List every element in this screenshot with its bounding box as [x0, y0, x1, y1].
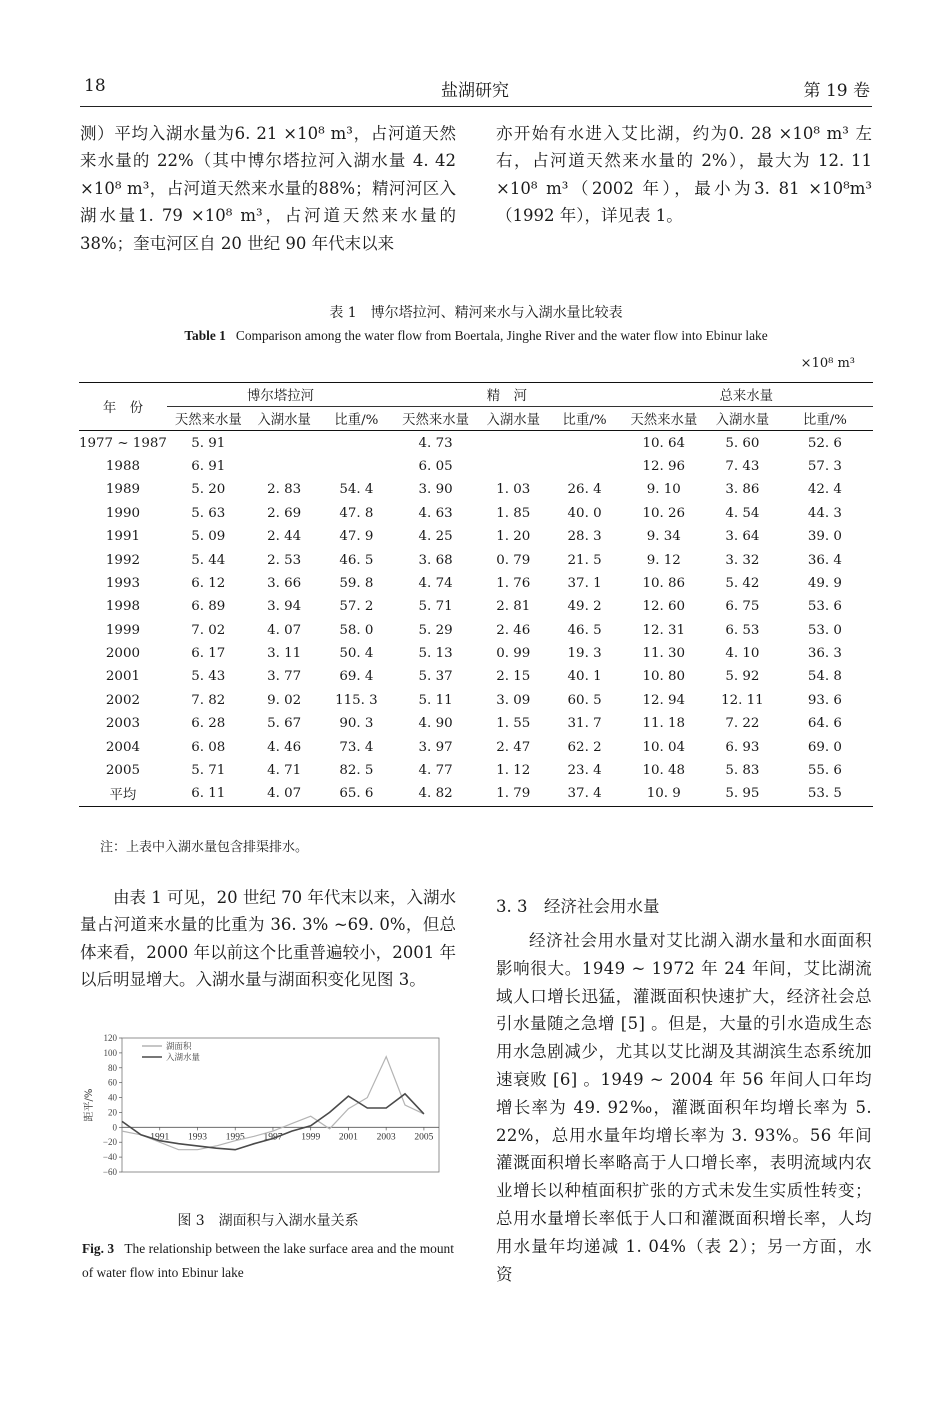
value-cell: 10. 9 [620, 782, 708, 806]
y-tick-label: 80 [108, 1062, 117, 1073]
value-cell [477, 455, 550, 478]
x-tick-label: 1999 [301, 1132, 321, 1143]
subheader-cell: 天然来水量 [167, 407, 250, 431]
value-cell: 6. 91 [191, 458, 226, 474]
value-cell: 52. 6 [807, 435, 842, 451]
value-cell: 82. 5 [339, 763, 374, 779]
figure-caption-cn: 图 3 湖面积与入湖水量关系 [177, 1213, 359, 1229]
value-cell: 1. 76 [496, 575, 531, 591]
value-cell: 46. 5 [567, 622, 602, 638]
value-cell: 5. 20 [191, 482, 226, 498]
section-heading: 3. 3 经济社会用水量 [496, 897, 660, 916]
value-cell: 21. 5 [567, 552, 602, 568]
value-cell: 58. 0 [339, 622, 374, 638]
value-cell: 3. 66 [267, 575, 302, 591]
table-row [79, 782, 873, 806]
value-cell: 3. 32 [725, 552, 760, 568]
year-cell: 1999 [105, 622, 140, 638]
table-row [79, 595, 873, 618]
header-group-total: 总来水量 [620, 383, 873, 407]
year-cell: 2000 [105, 646, 140, 662]
value-cell: 6. 17 [191, 646, 226, 662]
value-cell: 12. 31 [642, 622, 686, 638]
value-cell: 5. 60 [725, 435, 760, 451]
value-cell: 64. 6 [807, 716, 842, 732]
value-cell: 10. 48 [642, 763, 686, 779]
value-cell: 5. 43 [191, 669, 226, 685]
value-cell: 49. 9 [807, 575, 842, 591]
table-row [79, 665, 873, 688]
value-cell: 55. 6 [807, 763, 842, 779]
value-cell: 3. 64 [725, 529, 760, 545]
y-tick-label: 120 [103, 1033, 117, 1043]
figure-caption-en [82, 1237, 454, 1285]
subheader-cell: 比重/% [319, 407, 395, 431]
intro-right-paragraph: 亦开始有水进入艾比湖，约为0. 28 ×10⁸ m³ 左右，占河道天然来水量的 2%），最大为 12. 11 ×10⁸ m³（2002 年），最小为3. 81 ×10⁸m³（1992 年），详见表 1。 [496, 124, 872, 226]
header-year: 年 份 [79, 383, 167, 431]
value-cell: 115. 3 [335, 692, 378, 708]
header-group-jinghe: 精 河 [394, 383, 619, 407]
table-row [79, 431, 873, 455]
value-cell: 40. 1 [567, 669, 602, 685]
value-cell: 4. 46 [267, 739, 302, 755]
value-cell: 6. 08 [191, 739, 226, 755]
table-row [79, 525, 873, 548]
value-cell: 57. 2 [339, 599, 374, 615]
value-cell: 5. 42 [725, 575, 760, 591]
value-cell: 44. 3 [807, 505, 842, 521]
value-cell: 47. 8 [339, 505, 374, 521]
value-cell: 7. 43 [725, 458, 760, 474]
value-cell: 26. 4 [567, 482, 602, 498]
value-cell: 9. 34 [646, 529, 681, 545]
table-label: Table 1 [184, 328, 226, 343]
value-cell: 2. 83 [267, 482, 302, 498]
table-note: 注：上表中入湖水量包含排渠排水。 [100, 840, 309, 855]
value-cell: 12. 60 [642, 599, 686, 615]
year-cell: 2003 [105, 716, 140, 732]
legend-label: 湖面积 [166, 1042, 192, 1052]
subheader-cell: 比重/% [777, 407, 873, 431]
subheader-cell: 入湖水量 [708, 407, 777, 431]
value-cell: 47. 9 [339, 529, 374, 545]
value-cell: 23. 4 [567, 763, 602, 779]
y-tick-label: −20 [102, 1137, 117, 1148]
value-cell: 10. 64 [642, 435, 686, 451]
figure-label: Fig. 3 [82, 1241, 115, 1256]
value-cell: 90. 3 [339, 716, 374, 732]
value-cell: 7. 02 [191, 622, 226, 638]
value-cell: 10. 86 [642, 575, 686, 591]
year-cell: 2002 [105, 692, 140, 708]
value-cell: 1. 85 [496, 505, 531, 521]
value-cell: 4. 25 [418, 529, 453, 545]
value-cell: 7. 82 [191, 692, 226, 708]
value-cell: 65. 6 [319, 782, 395, 806]
value-cell: 2. 69 [267, 505, 302, 521]
table-row [79, 642, 873, 665]
value-cell: 53. 6 [807, 599, 842, 615]
value-cell: 39. 0 [807, 529, 842, 545]
year-cell: 1991 [105, 529, 140, 545]
value-cell: 5. 91 [191, 435, 226, 451]
left-body-paragraph: 由表 1 可见，20 世纪 70 年代末以来，入湖水量占河道来水量的比重为 36. 3% ~69. 0%，但总体来看，2000 年以前这个比重普遍较小，2001 年以后明显增大。入湖水量与湖面积变化见图 3。 [80, 888, 456, 990]
value-cell: 42. 4 [807, 482, 842, 498]
value-cell: 59. 8 [339, 575, 374, 591]
value-cell: 10. 26 [642, 505, 686, 521]
value-cell: 9. 10 [646, 482, 681, 498]
value-cell: 6. 89 [191, 599, 226, 615]
year-cell: 1998 [105, 599, 140, 615]
value-cell: 5. 71 [418, 599, 453, 615]
value-cell: 5. 83 [725, 763, 760, 779]
year-cell: 2004 [105, 739, 140, 755]
x-tick-label: 1997 [263, 1132, 283, 1143]
table-row [79, 689, 873, 712]
value-cell: 50. 4 [339, 646, 374, 662]
subheader-cell: 入湖水量 [477, 407, 550, 431]
value-cell: 10. 04 [642, 739, 686, 755]
table-row [79, 455, 873, 478]
legend-label: 入湖水量 [166, 1053, 201, 1063]
year-cell: 1988 [105, 458, 140, 474]
value-cell: 53. 5 [777, 782, 873, 806]
value-cell: 4. 07 [250, 782, 319, 806]
value-cell: 1. 79 [477, 782, 550, 806]
value-cell: 69. 0 [807, 739, 842, 755]
value-cell [319, 431, 395, 455]
subheader-cell: 比重/% [550, 407, 620, 431]
y-tick-label: 100 [103, 1047, 117, 1058]
value-cell: 3. 90 [418, 482, 453, 498]
value-cell [477, 431, 550, 455]
table-row [79, 735, 873, 758]
value-cell: 3. 97 [418, 739, 453, 755]
value-cell: 0. 79 [496, 552, 531, 568]
header-group-boertala: 博尔塔拉河 [167, 383, 394, 407]
year-cell: 2001 [105, 669, 140, 685]
value-cell: 5. 29 [418, 622, 453, 638]
year-cell: 平均 [79, 782, 167, 806]
x-tick-label: 1993 [187, 1132, 207, 1143]
value-cell: 3. 86 [725, 482, 760, 498]
value-cell: 4. 90 [418, 716, 453, 732]
value-cell: 4. 74 [418, 575, 453, 591]
value-cell: 57. 3 [807, 458, 842, 474]
value-cell: 1. 20 [496, 529, 531, 545]
value-cell: 5. 92 [725, 669, 760, 685]
value-cell: 6. 12 [191, 575, 226, 591]
value-cell: 12. 94 [642, 692, 686, 708]
value-cell: 28. 3 [567, 529, 602, 545]
value-cell: 2. 44 [267, 529, 302, 545]
value-cell: 73. 4 [339, 739, 374, 755]
value-cell: 2. 15 [496, 669, 531, 685]
value-cell [319, 455, 395, 478]
value-cell: 4. 10 [725, 646, 760, 662]
value-cell: 54. 8 [807, 669, 842, 685]
value-cell: 6. 28 [191, 716, 226, 732]
value-cell [250, 431, 319, 455]
value-cell: 4. 07 [267, 622, 302, 638]
value-cell: 1. 12 [496, 763, 531, 779]
value-cell: 6. 75 [725, 599, 760, 615]
x-tick-label: 2005 [414, 1132, 434, 1143]
value-cell: 9. 02 [267, 692, 302, 708]
year-cell: 1989 [105, 482, 140, 498]
value-cell: 31. 7 [567, 716, 602, 732]
water-flow-table [79, 382, 873, 807]
value-cell: 11. 30 [642, 646, 686, 662]
table-row [79, 572, 873, 595]
header-rule [80, 106, 872, 107]
value-cell: 19. 3 [567, 646, 602, 662]
y-tick-label: 20 [108, 1107, 117, 1118]
value-cell: 5. 71 [191, 763, 226, 779]
table-row [79, 478, 873, 501]
value-cell: 4. 54 [725, 505, 760, 521]
value-cell: 2. 47 [496, 739, 531, 755]
year-cell: 1993 [105, 575, 140, 591]
value-cell: 53. 0 [807, 622, 842, 638]
value-cell: 0. 99 [496, 646, 531, 662]
volume-label: 第 19 卷 [803, 81, 870, 101]
table-row [79, 712, 873, 735]
subheader-cell: 天然来水量 [394, 407, 477, 431]
journal-title: 盐湖研究 [441, 81, 509, 101]
value-cell: 46. 5 [339, 552, 374, 568]
table-caption-en [80, 328, 872, 344]
value-cell: 62. 2 [567, 739, 602, 755]
y-tick-label: −60 [102, 1167, 117, 1177]
x-tick-label: 2003 [376, 1132, 396, 1143]
table-caption-en-text: Comparison among the water flow from Boertala, Jinghe River and the water flow into Ebinur lake [235, 328, 768, 343]
value-cell: 4. 71 [267, 763, 302, 779]
value-cell: 12. 96 [642, 458, 686, 474]
table-unit: ×10⁸ m³ [800, 356, 855, 371]
value-cell: 5. 63 [191, 505, 226, 521]
subheader-cell: 入湖水量 [250, 407, 319, 431]
value-cell: 5. 37 [418, 669, 453, 685]
value-cell: 5. 67 [267, 716, 302, 732]
value-cell: 4. 82 [394, 782, 477, 806]
table-row [79, 502, 873, 525]
value-cell: 5. 11 [418, 692, 453, 708]
value-cell: 7. 22 [725, 716, 760, 732]
value-cell: 5. 95 [708, 782, 777, 806]
value-cell: 5. 44 [191, 552, 226, 568]
year-cell: 2005 [105, 763, 140, 779]
value-cell: 37. 4 [550, 782, 620, 806]
subheader-cell: 天然来水量 [620, 407, 708, 431]
value-cell: 10. 80 [642, 669, 686, 685]
year-cell: 1990 [105, 505, 140, 521]
y-tick-label: 40 [108, 1092, 117, 1103]
table-row [79, 619, 873, 642]
value-cell: 3. 94 [267, 599, 302, 615]
value-cell: 6. 05 [418, 458, 453, 474]
figure-3-chart [82, 1030, 452, 1215]
value-cell: 36. 4 [807, 552, 842, 568]
y-tick-label: −40 [102, 1152, 117, 1163]
value-cell: 36. 3 [807, 646, 842, 662]
value-cell: 6. 11 [167, 782, 250, 806]
y-tick-label: 0 [112, 1122, 117, 1133]
value-cell: 3. 68 [418, 552, 453, 568]
intro-left-paragraph: 测）平均入湖水量为6. 21 ×10⁸ m³，占河道天然来水量的 22%（其中博尔塔拉河入湖水量 4. 42 ×10⁸ m³，占河道天然来水量的88%；精河河区入湖水量1. 79 ×10⁸ m³，占河道天然来水量的 38%；奎屯河区自 20 世纪 90 年代末以来 [80, 124, 456, 253]
value-cell: 93. 6 [807, 692, 842, 708]
value-cell: 2. 81 [496, 599, 531, 615]
value-cell: 40. 0 [567, 505, 602, 521]
table-row [79, 759, 873, 782]
value-cell: 60. 5 [567, 692, 602, 708]
value-cell [550, 455, 620, 478]
value-cell: 2. 46 [496, 622, 531, 638]
value-cell: 1. 55 [496, 716, 531, 732]
year-cell: 1992 [105, 552, 140, 568]
value-cell [250, 455, 319, 478]
value-cell: 3. 77 [267, 669, 302, 685]
table-row [79, 548, 873, 571]
value-cell: 49. 2 [567, 599, 602, 615]
value-cell [550, 431, 620, 455]
value-cell: 6. 93 [725, 739, 760, 755]
table-caption-cn: 表 1 博尔塔拉河、精河来水与入湖水量比较表 [329, 305, 623, 321]
value-cell: 5. 09 [191, 529, 226, 545]
page-number: 18 [84, 76, 106, 96]
value-cell: 3. 11 [267, 646, 302, 662]
value-cell: 37. 1 [567, 575, 602, 591]
x-tick-label: 2001 [338, 1132, 358, 1143]
value-cell: 9. 12 [646, 552, 681, 568]
value-cell: 11. 18 [642, 716, 686, 732]
x-tick-label: 1995 [225, 1132, 245, 1143]
value-cell: 4. 63 [418, 505, 453, 521]
value-cell: 69. 4 [339, 669, 374, 685]
value-cell: 1. 03 [496, 482, 531, 498]
value-cell: 2. 53 [267, 552, 302, 568]
value-cell: 6. 53 [725, 622, 760, 638]
value-cell: 4. 77 [418, 763, 453, 779]
value-cell: 12. 11 [721, 692, 764, 708]
value-cell: 4. 73 [418, 435, 453, 451]
x-tick-label: 1991 [150, 1132, 170, 1143]
y-axis-label: 距平/% [84, 1088, 95, 1122]
right-body-paragraph: 经济社会用水量对艾比湖入湖水量和水面面积影响很大。1949 ~ 1972 年 24 年间，艾比湖流域人口增长迅猛，灌溉面积快速扩大，经济社会总引水量随之急增 [5] 。但是，大量的引水造成生态用水急剧减少，尤其以艾比湖及其湖滨生态系统加速衰败 [6] 。1949 ~ 2004 年 56 年间人口年均增长率为 49. 92‰，灌溉面积年均增长率为 5. 22%，总用水量年均增长率为 3. 93%。56 年间灌溉面积增长率略高于人口增长率，表明流域内农业增长以种植面积扩张的方式未发生实质性转变；总用水量增长率低于人口和灌溉面积增长率，人均用水量年均递减 1. 04%（表 2）；另一方面，水资 [496, 931, 872, 1284]
value-cell: 3. 09 [496, 692, 531, 708]
year-cell: 1977 ~ 1987 [79, 435, 167, 451]
figure-caption-en-text: The relationship between the lake surface area and the mount of water flow into Ebinur lake [82, 1241, 454, 1280]
value-cell: 54. 4 [339, 482, 374, 498]
y-tick-label: 60 [108, 1077, 117, 1088]
value-cell: 5. 13 [418, 646, 453, 662]
